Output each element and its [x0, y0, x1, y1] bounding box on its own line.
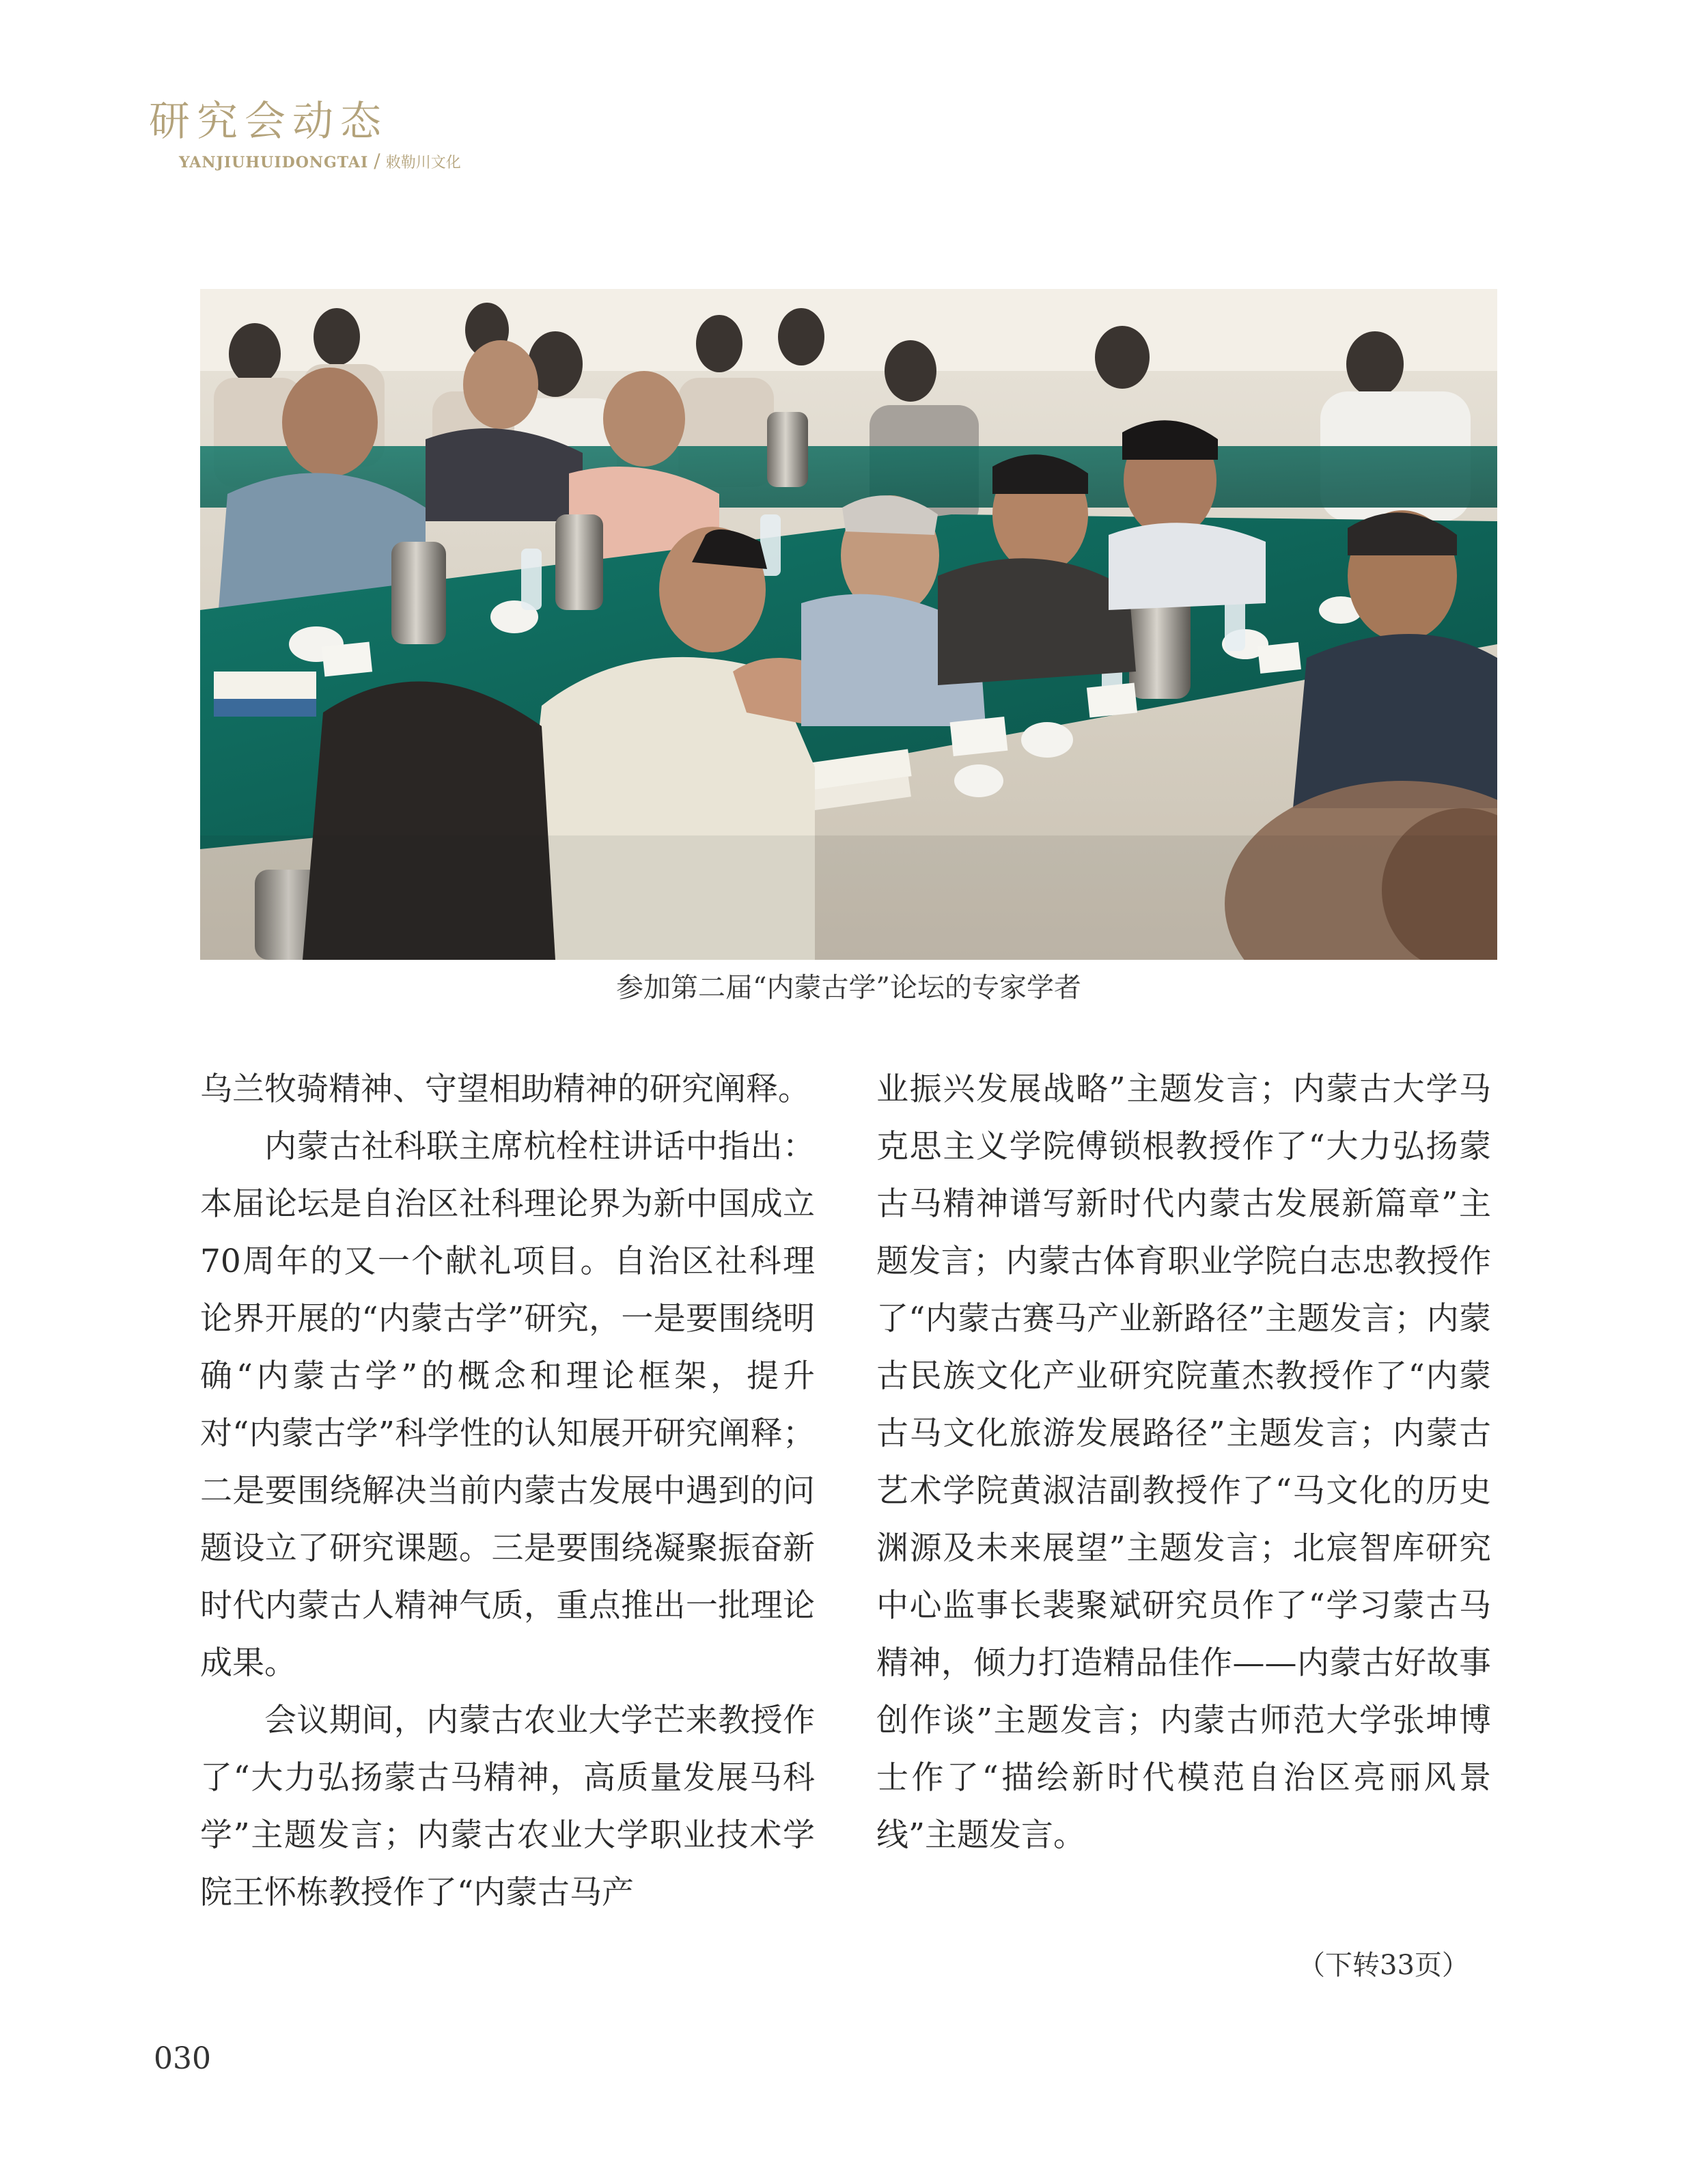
conference-photo — [200, 289, 1497, 960]
article-right-column — [876, 1061, 1491, 1864]
page-number: 030 — [154, 2041, 211, 2076]
section-pinyin: YANJIUHUIDONGTAI — [179, 154, 369, 171]
paragraph: 乌兰牧骑精神、守望相助精神的研究阐释。 — [200, 1070, 810, 1108]
paragraph: 会议期间，内蒙古农业大学芒来教授作了“大力弘扬蒙古马精神，高质量发展马科学”主题发言；内蒙古农业大学职业技术学院王怀栋教授作了“内蒙古马产 — [200, 1702, 815, 1911]
paragraph: 业振兴发展战略”主题发言；内蒙古大学马克思主义学院傅锁根教授作了“大力弘扬蒙古马精神谱写新时代内蒙古发展新篇章”主题发言；内蒙古体育职业学院白志忠教授作了“内蒙古赛马产业新路径”主题发言；内蒙古民族文化产业研究院董杰教授作了“内蒙古马文化旅游发展路径”主题发言；内蒙古艺术学院黄淑洁副教授作了“马文化的历史渊源及未来展望”主题发言；北宸智库研究中心监事长裴聚斌研究员作了“学习蒙古马精神，倾力打造精品佳作——内蒙古好故事创作谈”主题发言；内蒙古师范大学张坤博士作了“描绘新时代模范自治区亮丽风景线”主题发言。 — [876, 1070, 1491, 1854]
section-subtitle — [179, 152, 461, 171]
paragraph: 内蒙古社科联主席杭栓柱讲话中指出：本届论坛是自治区社科理论界为新中国成立70周年的又一个献礼项目。自治区社科理论界开展的“内蒙古学”研究，一是要围绕明确“内蒙古学”的概念和理论框架，提升对“内蒙古学”科学性的认知展开研究阐释；二是要围绕解决当前内蒙古发展中遇到的问题设立了研究课题。三是要围绕凝聚振奋新时代内蒙古人精神气质，重点推出一批理论成果。 — [200, 1128, 815, 1682]
journal-name: 敕勒川文化 — [385, 154, 461, 171]
continuation-note: （下转33页） — [1298, 1950, 1469, 1981]
section-title: 研究会动态 — [149, 98, 388, 146]
article-left-column — [200, 1061, 815, 1922]
photo-caption: 参加第二届“内蒙古学”论坛的专家学者 — [616, 972, 1081, 1004]
header-separator: / — [374, 150, 380, 172]
